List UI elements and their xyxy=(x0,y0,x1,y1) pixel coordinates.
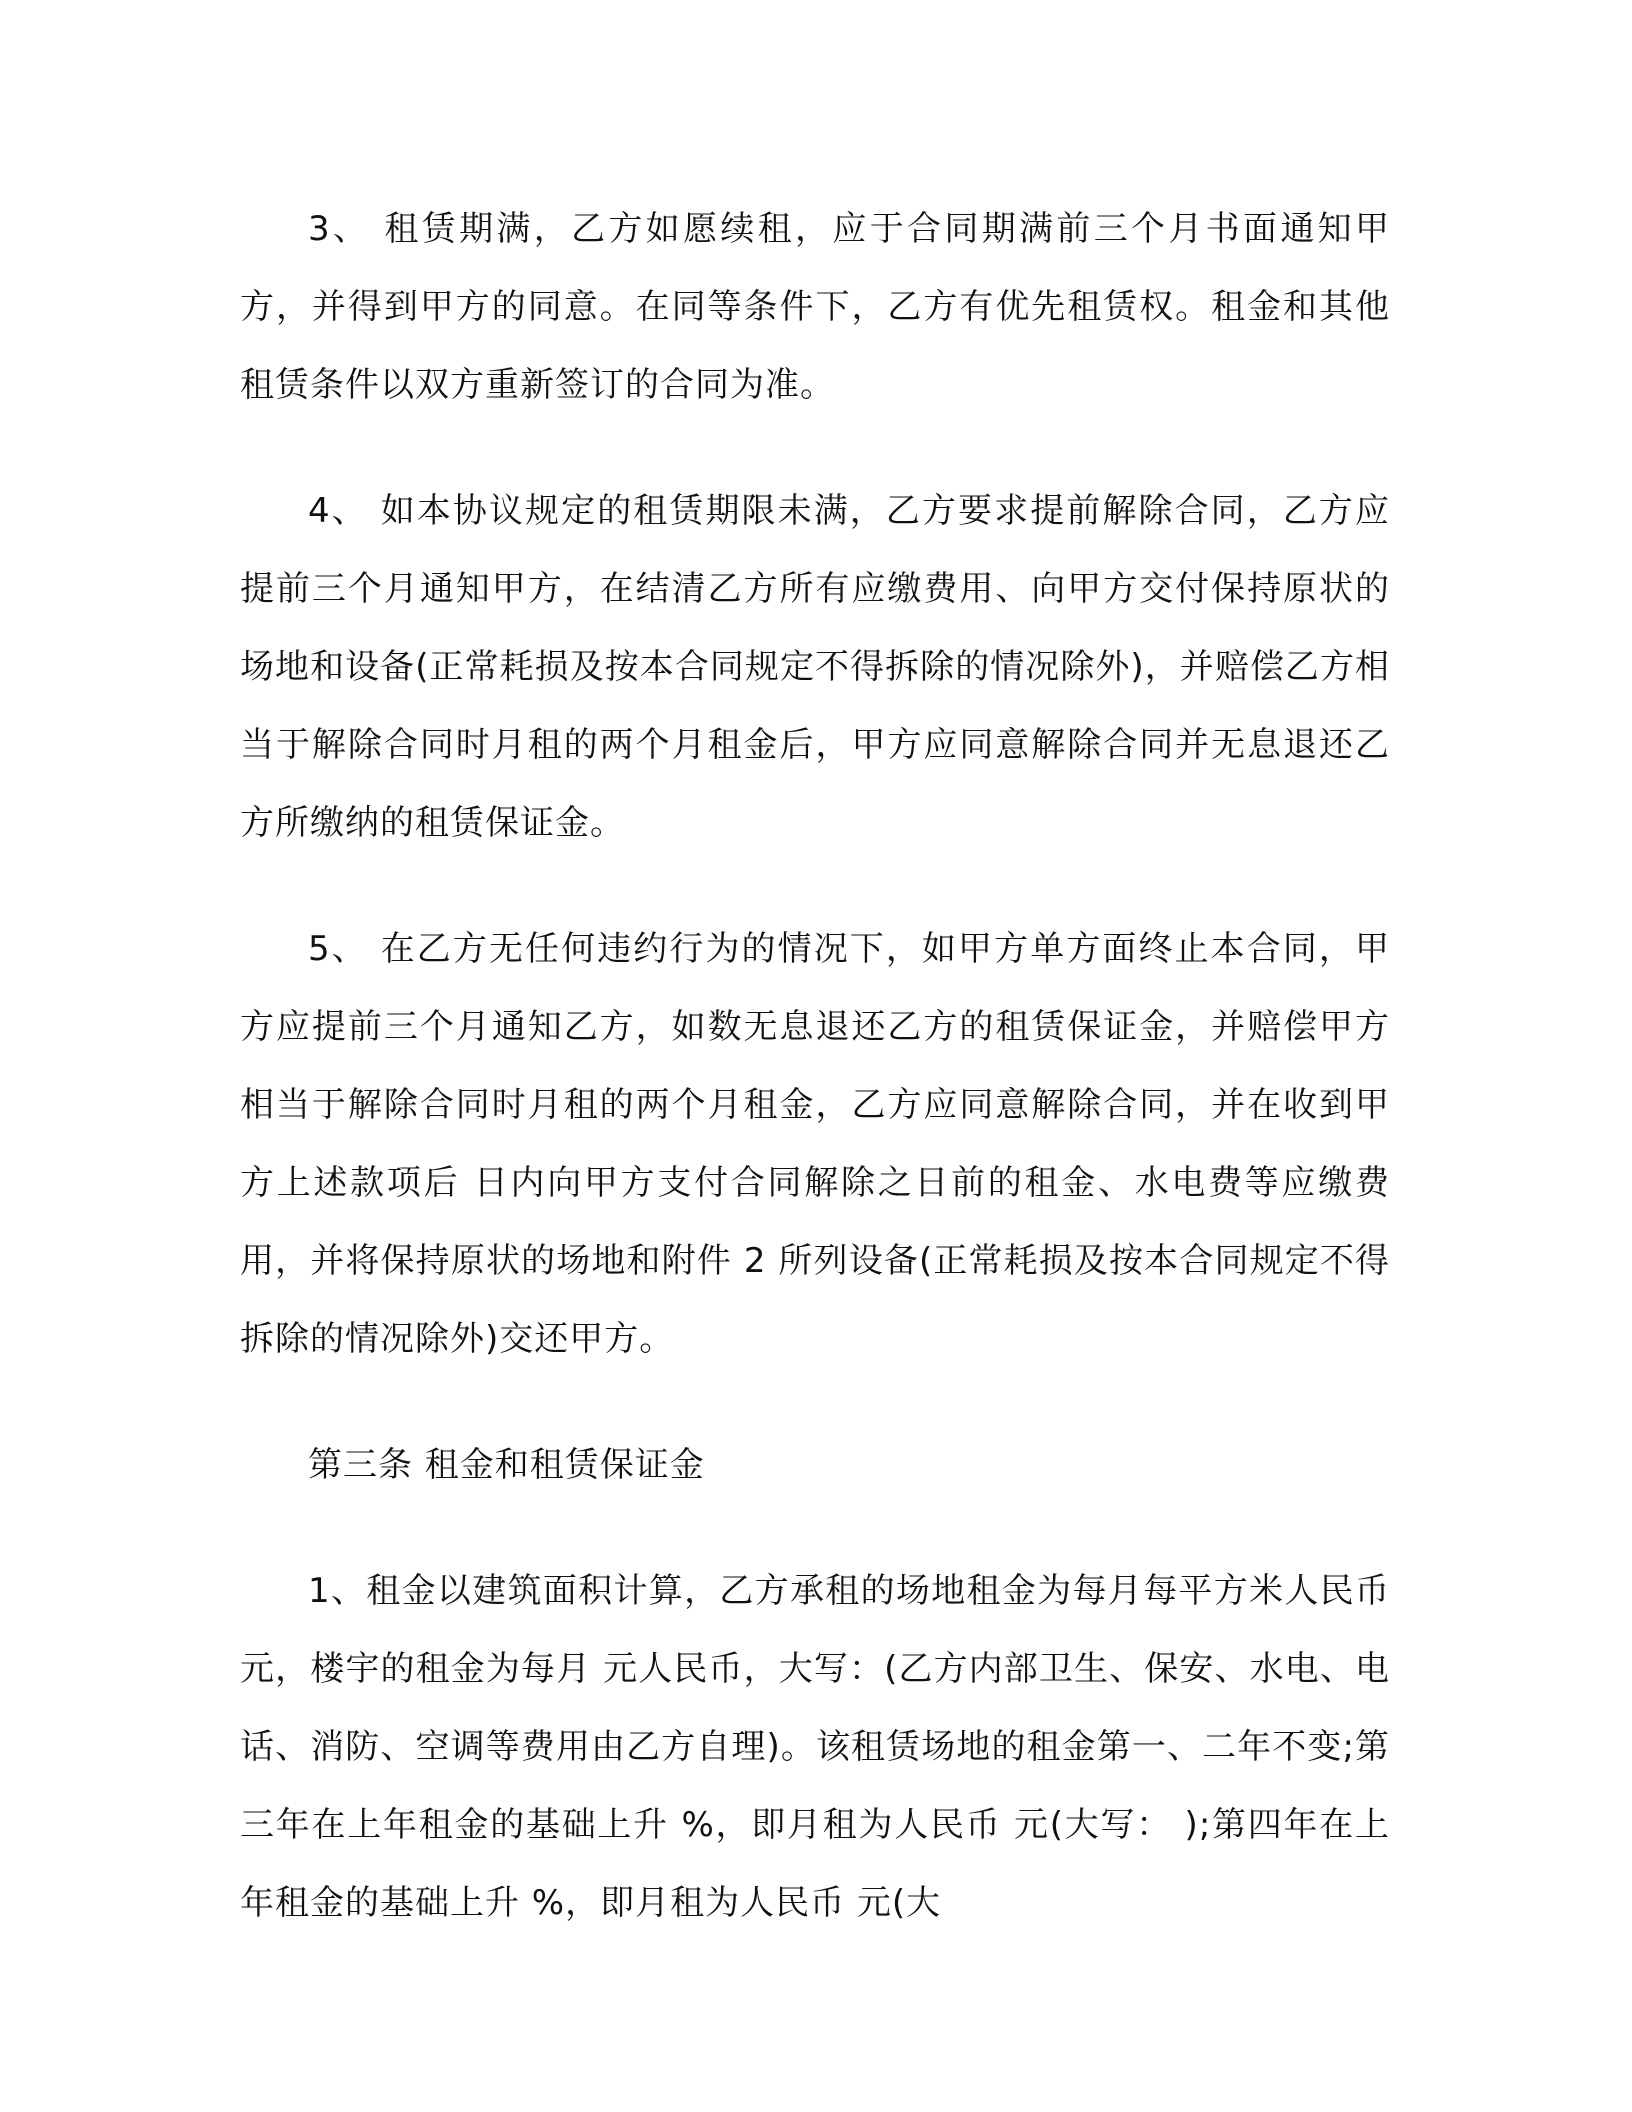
rent-clause-1-paragraph: 1、租金以建筑面积计算，乙方承租的场地租金为每月每平方米人民币 元，楼宇的租金为每月 元人民币，大写：(乙方内部卫生、保安、水电、电话、消防、空调等费用由乙方自理)。该租赁场地的租金第一、二年不变;第三年在上年租金的基础上升 %，即月租为人民币 元(大写： );第四年在上年租金的基础上升 %，即月租为人民币 元(大 xyxy=(240,1571,1390,1923)
clause-4-paragraph: 4、 如本协议规定的租赁期限未满，乙方要求提前解除合同，乙方应提前三个月通知甲方，在结清乙方所有应缴费用、向甲方交付保持原状的场地和设备(正常耗损及按本合同规定不得拆除的情况除外)，并赔偿乙方相当于解除合同时月租的两个月租金后，甲方应同意解除合同并无息退还乙方所缴纳的租赁保证金。 xyxy=(240,491,1390,843)
section-heading: 第三条 租金和租赁保证金 xyxy=(308,1445,705,1485)
document-body xyxy=(240,190,1390,1990)
clause-3-paragraph: 3、 租赁期满，乙方如愿续租，应于合同期满前三个月书面通知甲方，并得到甲方的同意。在同等条件下，乙方有优先租赁权。租金和其他租赁条件以双方重新签订的合同为准。 xyxy=(240,209,1390,405)
clause-5-paragraph: 5、 在乙方无任何违约行为的情况下，如甲方单方面终止本合同，甲方应提前三个月通知乙方，如数无息退还乙方的租赁保证金，并赔偿甲方相当于解除合同时月租的两个月租金，乙方应同意解除合同，并在收到甲方上述款项后 日内向甲方支付合同解除之日前的租金、水电费等应缴费用，并将保持原状的场地和附件 2 所列设备(正常耗损及按本合同规定不得拆除的情况除外)交还甲方。 xyxy=(240,929,1390,1359)
